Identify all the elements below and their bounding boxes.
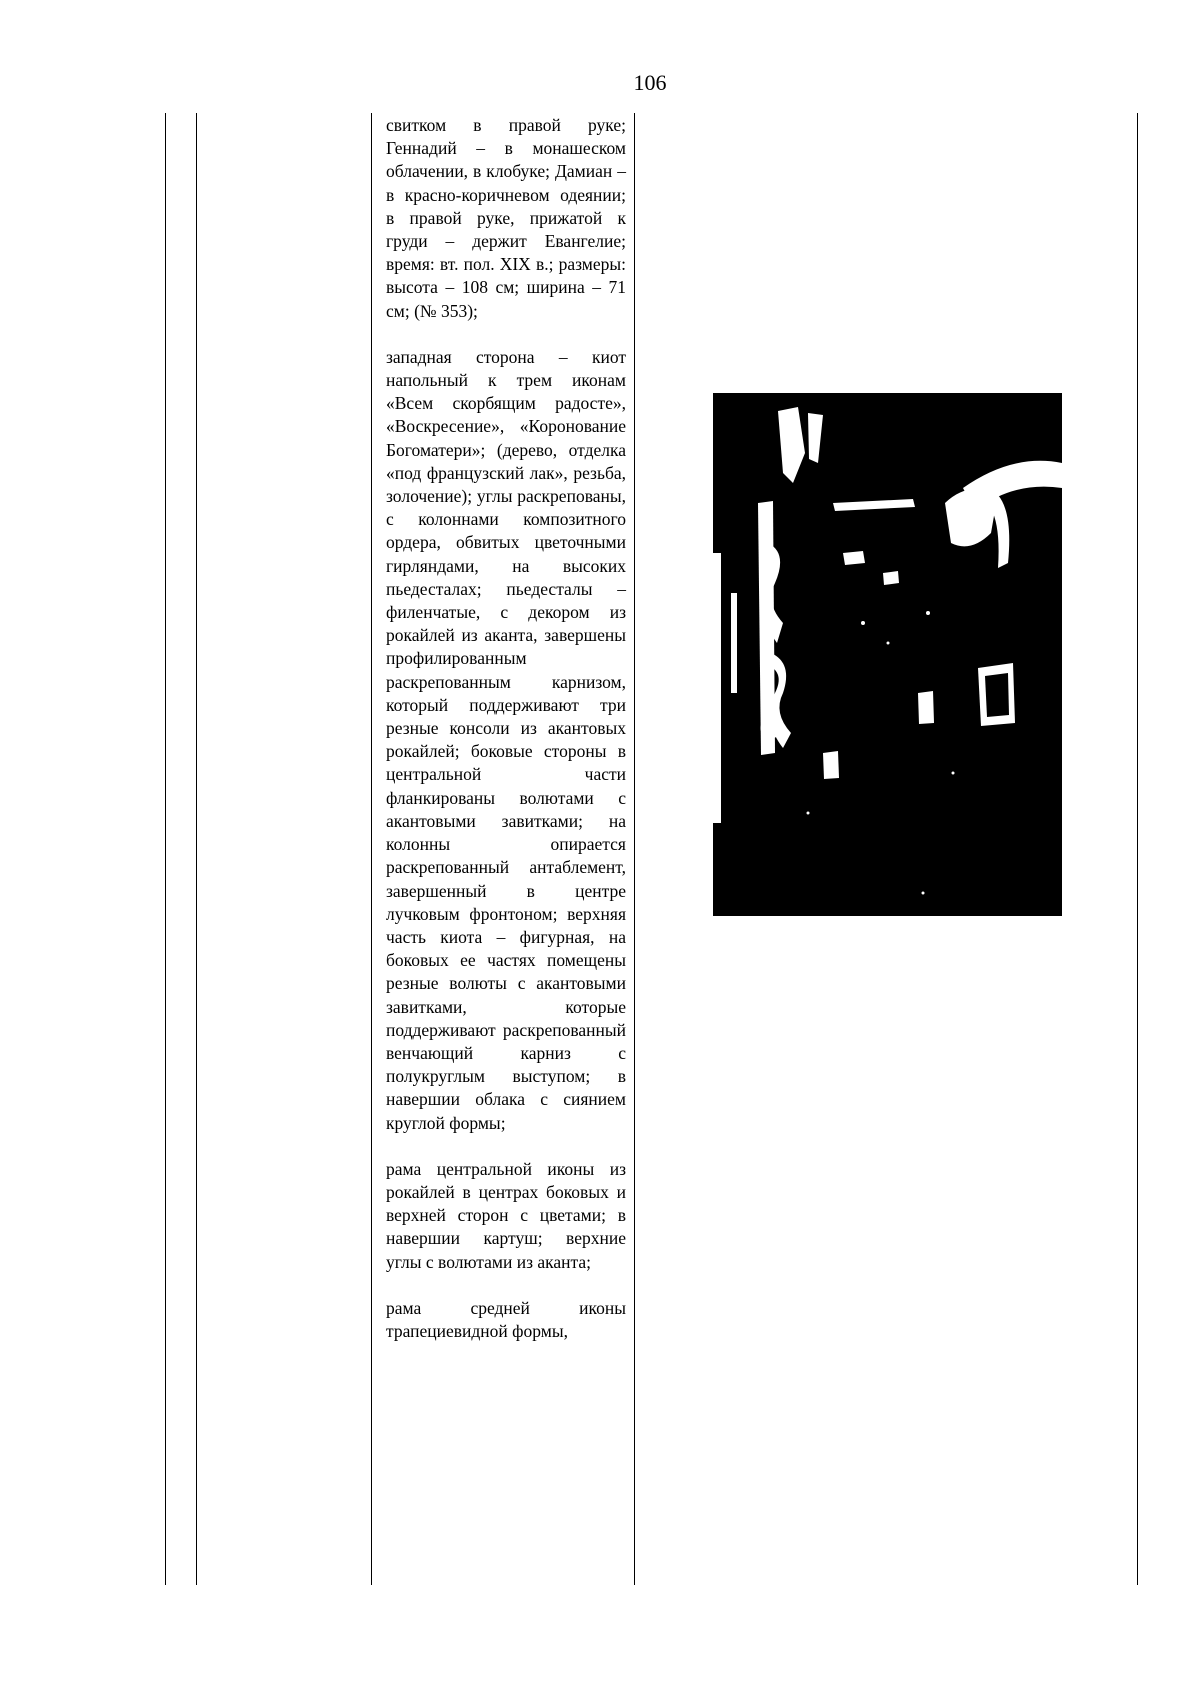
table-rule-right: [1137, 113, 1138, 1585]
description-paragraph: рама средней иконы трапециевидной формы,: [386, 1297, 626, 1341]
iconostasis-photo: [713, 393, 1062, 916]
description-paragraph: западная сторона – киот напольный к трем иконам «Всем скорбящим радосте», «Воскресение», «Коронование Богоматери»; (дерево, отделка «под французский лак», резьба, золочение); углы раскрепованы, с колоннами композитного ордера, обвитых цветочными гирляндами, на высоких пьедесталах; пьедесталы – филенчатые, с декором из рокайлей из аканта, завершены профилированным раскрепованным карнизом, который поддерживают три резные консоли из акантовых рокайлей; боковые стороны в центральной части фланкированы волютами с акантовыми завитками; на колонны опирается раскрепованный антаблемент, завершенный в центре лучковым фронтоном; верхняя часть киота – фигурная, на боковых ее частях помещены резные волюты с акантовыми завитками, которые поддерживают раскрепованный венчающий карниз с полукруглым выступом; в навершии облака с сиянием круглой формы;: [386, 346, 626, 1133]
table-rule-left-inner: [196, 113, 197, 1585]
description-paragraph: рама центральной иконы из рокайлей в центрах боковых и верхней сторон с цветами; в навершии картуш; верхние углы с волютами из аканта;: [386, 1158, 626, 1272]
table-rule-text-left: [371, 113, 372, 1585]
description-paragraph: свитком в правой руке; Геннадий – в монашеском облачении, в клобуке; Дамиан – в красно-коричневом одеянии; в правой руке, прижатой к груди – держит Евангелие; время: вт. пол. XIX в.; размеры: высота – 108 см; ширина – 71 см; (№ 353);: [386, 115, 626, 321]
table-rule-text-right: [634, 113, 635, 1585]
page-number: 106: [633, 70, 667, 95]
description-column: [386, 114, 626, 1343]
table-rule-left-outer: [165, 113, 166, 1585]
iconostasis-photo-drawing: [713, 393, 1062, 916]
